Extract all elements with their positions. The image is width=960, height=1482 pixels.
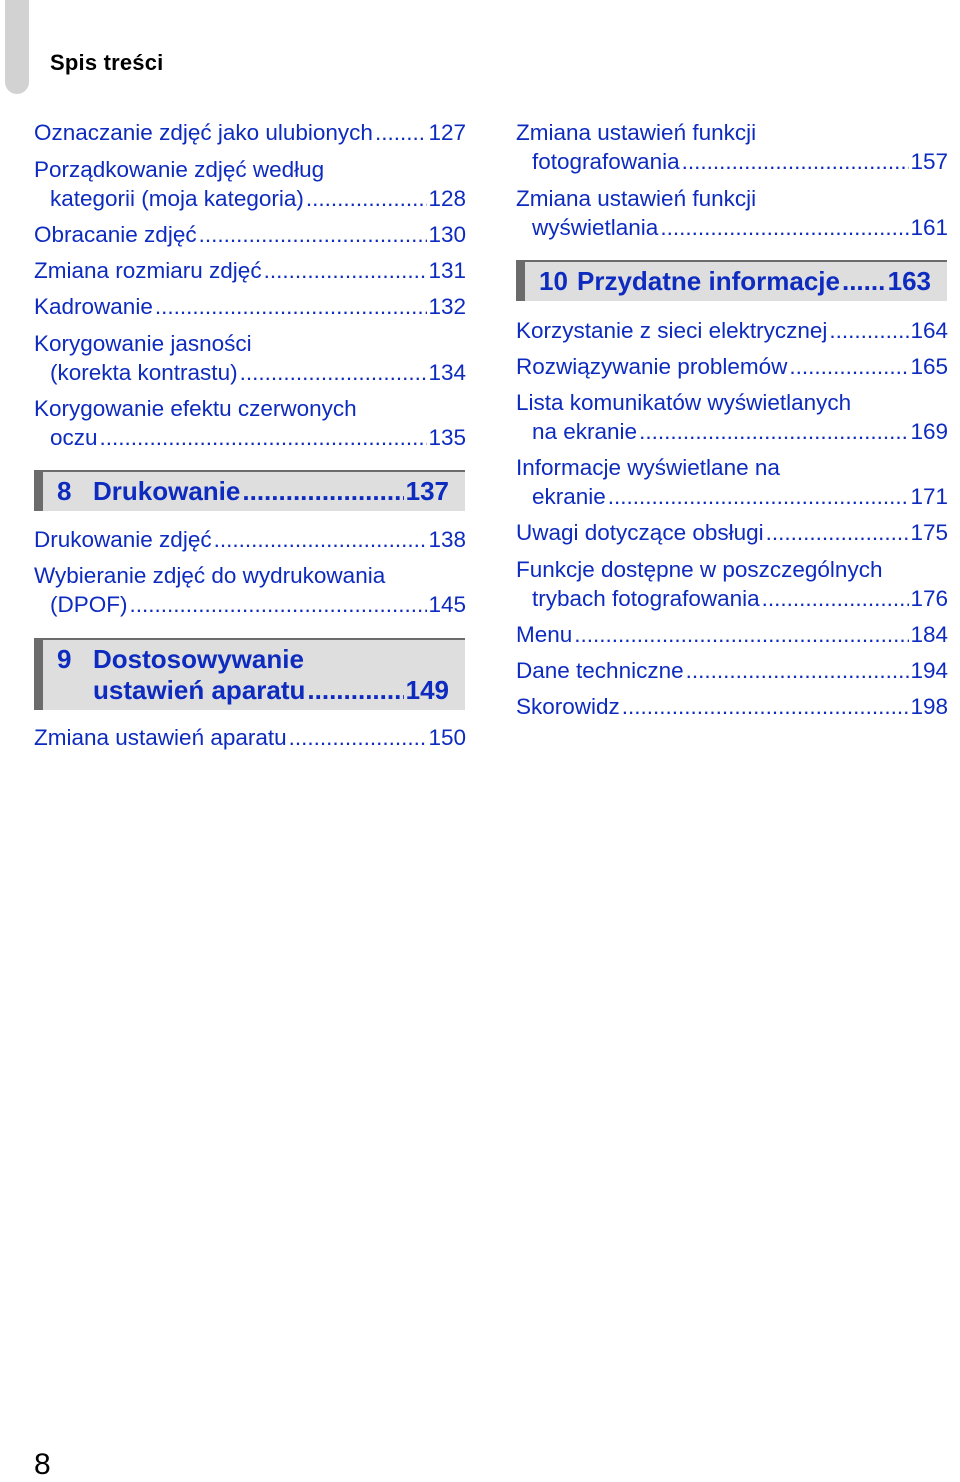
leader-dots — [306, 184, 428, 213]
toc-entry-komunikaty[interactable] — [516, 388, 948, 446]
toc-entry-page: 134 — [428, 360, 466, 385]
toc-entry-page: 145 — [428, 592, 466, 617]
toc-entry-title-line1: Zmiana ustawień funkcji — [516, 186, 757, 211]
toc-entry-title-line1: Informacje wyświetlane na — [516, 455, 780, 480]
toc-entry-title: Korzystanie z sieci elektrycznej — [516, 318, 828, 343]
toc-entry-title: Oznaczanie zdjęć jako ulubionych — [34, 120, 373, 145]
toc-entry-page: 171 — [910, 484, 948, 509]
leader-dots — [762, 584, 910, 613]
toc-entry-skorowidz[interactable] — [516, 692, 948, 721]
leader-dots — [307, 675, 403, 706]
toc-entry-obracanie[interactable] — [34, 220, 466, 249]
leader-dots — [155, 292, 428, 321]
toc-entry-title: fotografowania — [532, 149, 680, 174]
leader-dots — [686, 656, 910, 685]
toc-entry-title: Uwagi dotyczące obsługi — [516, 520, 764, 545]
toc-entry-title: Kadrowanie — [34, 294, 153, 319]
page-title: Spis treści — [50, 50, 164, 75]
toc-entry-siec-elektryczna[interactable] — [516, 316, 948, 345]
toc-entry-kadrowanie[interactable] — [34, 292, 466, 321]
chapter-page: 163 — [887, 266, 931, 296]
leader-dots — [608, 482, 910, 511]
chapter-title: Drukowanie — [93, 476, 241, 506]
leader-dots — [829, 316, 909, 345]
toc-entry-page: 131 — [428, 258, 466, 283]
toc-entry-title: Skorowidz — [516, 694, 620, 719]
leader-dots — [100, 423, 428, 452]
toc-entry-title: Obracanie zdjęć — [34, 222, 197, 247]
chapter-title: Przydatne informacje — [577, 266, 840, 296]
toc-entry-page: 184 — [910, 622, 948, 647]
toc-entry-title: Zmiana rozmiaru zdjęć — [34, 258, 262, 283]
toc-entry-title: kategorii (moja kategoria) — [50, 186, 304, 211]
chapter-page: 149 — [405, 675, 449, 705]
chapter-title-line1: Dostosowywanie — [93, 644, 304, 674]
leader-dots — [766, 518, 910, 547]
leader-dots — [842, 266, 886, 297]
toc-entry-page: 150 — [428, 725, 466, 750]
side-tab-marker — [5, 0, 29, 94]
toc-entry-title: Drukowanie zdjęć — [34, 527, 212, 552]
toc-entry-page: 128 — [428, 186, 466, 211]
leader-dots — [242, 476, 403, 507]
toc-entry-page: 135 — [428, 425, 466, 450]
toc-entry-dpof[interactable] — [34, 561, 466, 619]
toc-entry-page: 161 — [910, 215, 948, 240]
toc-entry-page: 132 — [428, 294, 466, 319]
toc-entry-page: 175 — [910, 520, 948, 545]
toc-entry-page: 127 — [428, 120, 466, 145]
leader-dots — [622, 692, 910, 721]
toc-entry-ulubione[interactable] — [34, 118, 466, 147]
chapter-heading-drukowanie[interactable] — [34, 470, 465, 511]
leader-dots — [240, 358, 428, 387]
chapter-heading-przydatne-informacje[interactable] — [516, 260, 947, 301]
leader-dots — [574, 620, 909, 649]
toc-entry-fotografowanie[interactable] — [516, 118, 948, 176]
toc-entry-page: 138 — [428, 527, 466, 552]
toc-entry-title-line1: Zmiana ustawień funkcji — [516, 120, 757, 145]
toc-entry-rozwiazywanie-problemow[interactable] — [516, 352, 948, 381]
toc-entry-page: 164 — [910, 318, 948, 343]
leader-dots — [199, 220, 428, 249]
chapter-heading-dostosowywanie[interactable] — [34, 638, 465, 710]
toc-entry-funkcje-tryby[interactable] — [516, 555, 948, 613]
chapter-number: 10 — [539, 266, 568, 296]
toc-entry-title: ekranie — [532, 484, 606, 509]
toc-entry-title: (korekta kontrastu) — [50, 360, 238, 385]
toc-entry-uwagi-obslugi[interactable] — [516, 518, 948, 547]
toc-entry-wyswietlania[interactable] — [516, 184, 948, 242]
leader-dots — [130, 590, 428, 619]
toc-entry-page: 130 — [428, 222, 466, 247]
toc-entry-title: na ekranie — [532, 419, 638, 444]
toc-entry-menu[interactable] — [516, 620, 948, 649]
toc-entry-title: Dane techniczne — [516, 658, 684, 683]
toc-entry-page: 198 — [910, 694, 948, 719]
leader-dots — [789, 352, 909, 381]
leader-dots — [289, 723, 428, 752]
chapter-number: 9 — [57, 644, 72, 674]
leader-dots — [682, 147, 910, 176]
leader-dots — [214, 525, 428, 554]
page-number: 8 — [34, 1448, 51, 1481]
toc-entry-title-line1: Wybieranie zdjęć do wydrukowania — [34, 563, 386, 588]
toc-entry-dane-techniczne[interactable] — [516, 656, 948, 685]
toc-entry-page: 165 — [910, 354, 948, 379]
toc-entry-title-line1: Lista komunikatów wyświetlanych — [516, 390, 852, 415]
leader-dots — [264, 256, 428, 285]
toc-entry-title-line1: Porządkowanie zdjęć według — [34, 157, 325, 182]
toc-entry-title: (DPOF) — [50, 592, 128, 617]
toc-entry-page: 176 — [910, 586, 948, 611]
toc-entry-drukowanie-zdjec[interactable] — [34, 525, 466, 554]
toc-entry-title-line1: Funkcje dostępne w poszczególnych — [516, 557, 883, 582]
chapter-title: ustawień aparatu — [93, 675, 306, 705]
toc-entry-czerwone-oczy[interactable] — [34, 394, 466, 452]
toc-entry-title-line1: Korygowanie efektu czerwonych — [34, 396, 357, 421]
toc-entry-informacje-ekranie[interactable] — [516, 453, 948, 511]
toc-entry-title-line1: Korygowanie jasności — [34, 331, 252, 356]
toc-entry-title: trybach fotografowania — [532, 586, 760, 611]
toc-entry-kategorie[interactable] — [34, 155, 466, 213]
toc-entry-jasnosc[interactable] — [34, 329, 466, 387]
toc-entry-zmiana-ustawien-aparatu[interactable] — [34, 723, 466, 752]
leader-dots — [660, 213, 909, 242]
toc-entry-title: Rozwiązywanie problemów — [516, 354, 788, 379]
toc-entry-rozmiar[interactable] — [34, 256, 466, 285]
chapter-number: 8 — [57, 476, 72, 506]
toc-entry-page: 194 — [910, 658, 948, 683]
leader-dots — [375, 118, 428, 147]
toc-entry-title: oczu — [50, 425, 98, 450]
toc-entry-title: Zmiana ustawień aparatu — [34, 725, 287, 750]
chapter-page: 137 — [405, 476, 449, 506]
toc-entry-page: 169 — [910, 419, 948, 444]
leader-dots — [639, 417, 909, 446]
toc-entry-page: 157 — [910, 149, 948, 174]
toc-entry-title: wyświetlania — [532, 215, 659, 240]
toc-entry-title: Menu — [516, 622, 573, 647]
